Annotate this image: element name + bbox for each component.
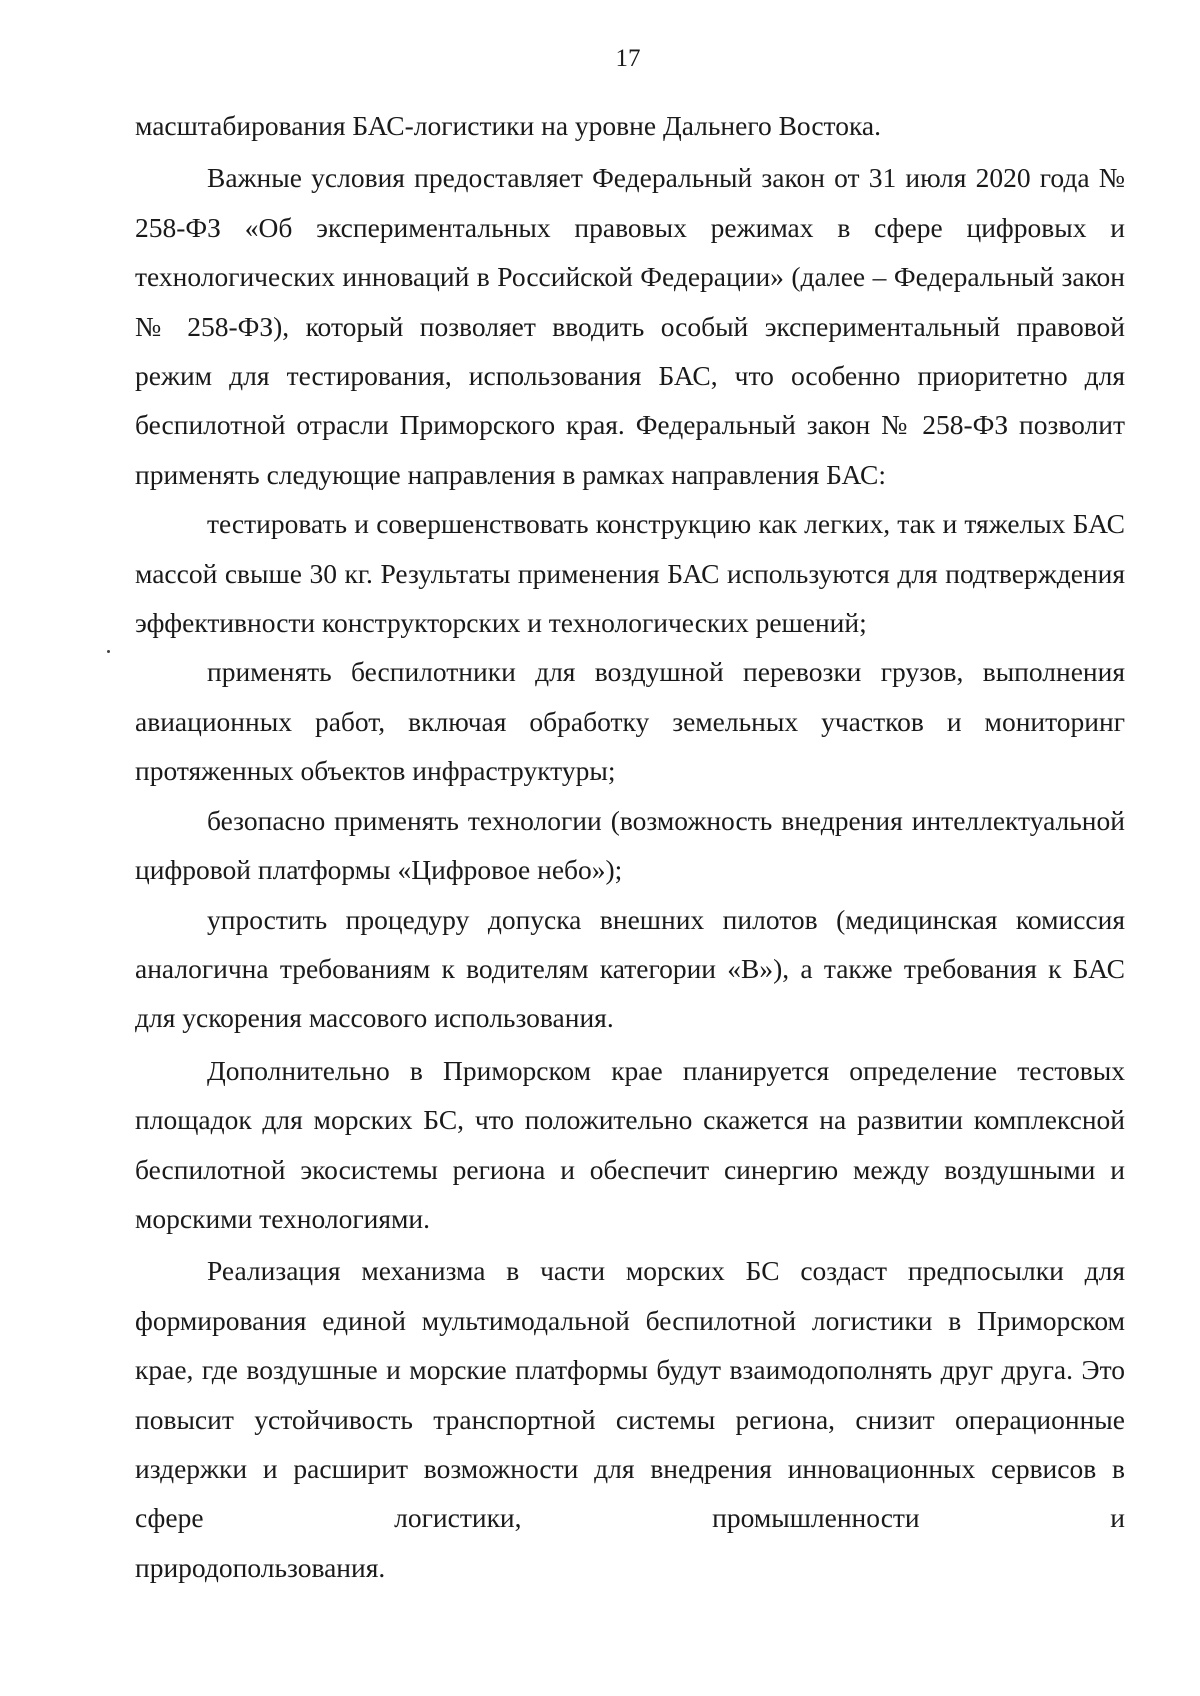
paragraph-sea-test-sites: Дополнительно в Приморском крае планируется определение тестовых площадок для морских БС, что положительно скажется на развитии комплексной беспилотной экосистемы региона и обеспечит синергию между воздушными и морскими технологиями. bbox=[135, 1054, 1125, 1234]
document-body bbox=[135, 101, 1125, 1592]
paragraph-continuation: масштабирования БАС-логистики на уровне Дальнего Востока. bbox=[135, 110, 881, 141]
scan-speck bbox=[107, 650, 110, 653]
paragraph-federal-law: Важные условия предоставляет Федеральный закон от 31 июля 2020 года № 258-ФЗ «Об экспериментальных правовых режимах в сфере цифровых и технологических инноваций в Российской Федерации» (далее – Федеральный закон № 258-ФЗ), который позволяет вводить особый экспериментальный правовой режим для тестирования, использования БАС, что особенно приоритетно для беспилотной отрасли Приморского края. Федеральный закон № 258-ФЗ позволит применять следующие направления в рамках направления БАС: bbox=[135, 162, 1125, 490]
list-item-pilots: упростить процедуру допуска внешних пилотов (медицинская комиссия аналогична требованиям к водителям категории «B»), а также требования к БАС для ускорения массового использования. bbox=[135, 903, 1125, 1034]
list-item-testing: тестировать и совершенствовать конструкцию как легких, так и тяжелых БАС массой свыше 30 кг. Результаты применения БАС используются для подтверждения эффективности конструкторских и технологических решений; bbox=[135, 508, 1125, 639]
paragraph-multimodal-logistics: Реализация механизма в части морских БС создаст предпосылки для формирования единой мультимодальной беспилотной логистики в Приморском крае, где воздушные и морские платформы будут взаимодополнять друг друга. Это повысит устойчивость транспортной системы региона, снизит операционные издержки и расширит возможности для внедрения инновационных сервисов в сфере логистики, промышленности и bbox=[135, 1255, 1125, 1534]
list-item-digital-sky: безопасно применять технологии (возможность внедрения интеллектуальной цифровой платформы «Цифровое небо»); bbox=[135, 804, 1125, 886]
page-number: 17 bbox=[615, 45, 641, 72]
paragraph-final-word: природопользования. bbox=[135, 1551, 386, 1583]
list-item-cargo: применять беспилотники для воздушной перевозки грузов, выполнения авиационных работ, включая обработку земельных участков и мониторинг протяженных объектов инфраструктуры; bbox=[135, 656, 1125, 787]
